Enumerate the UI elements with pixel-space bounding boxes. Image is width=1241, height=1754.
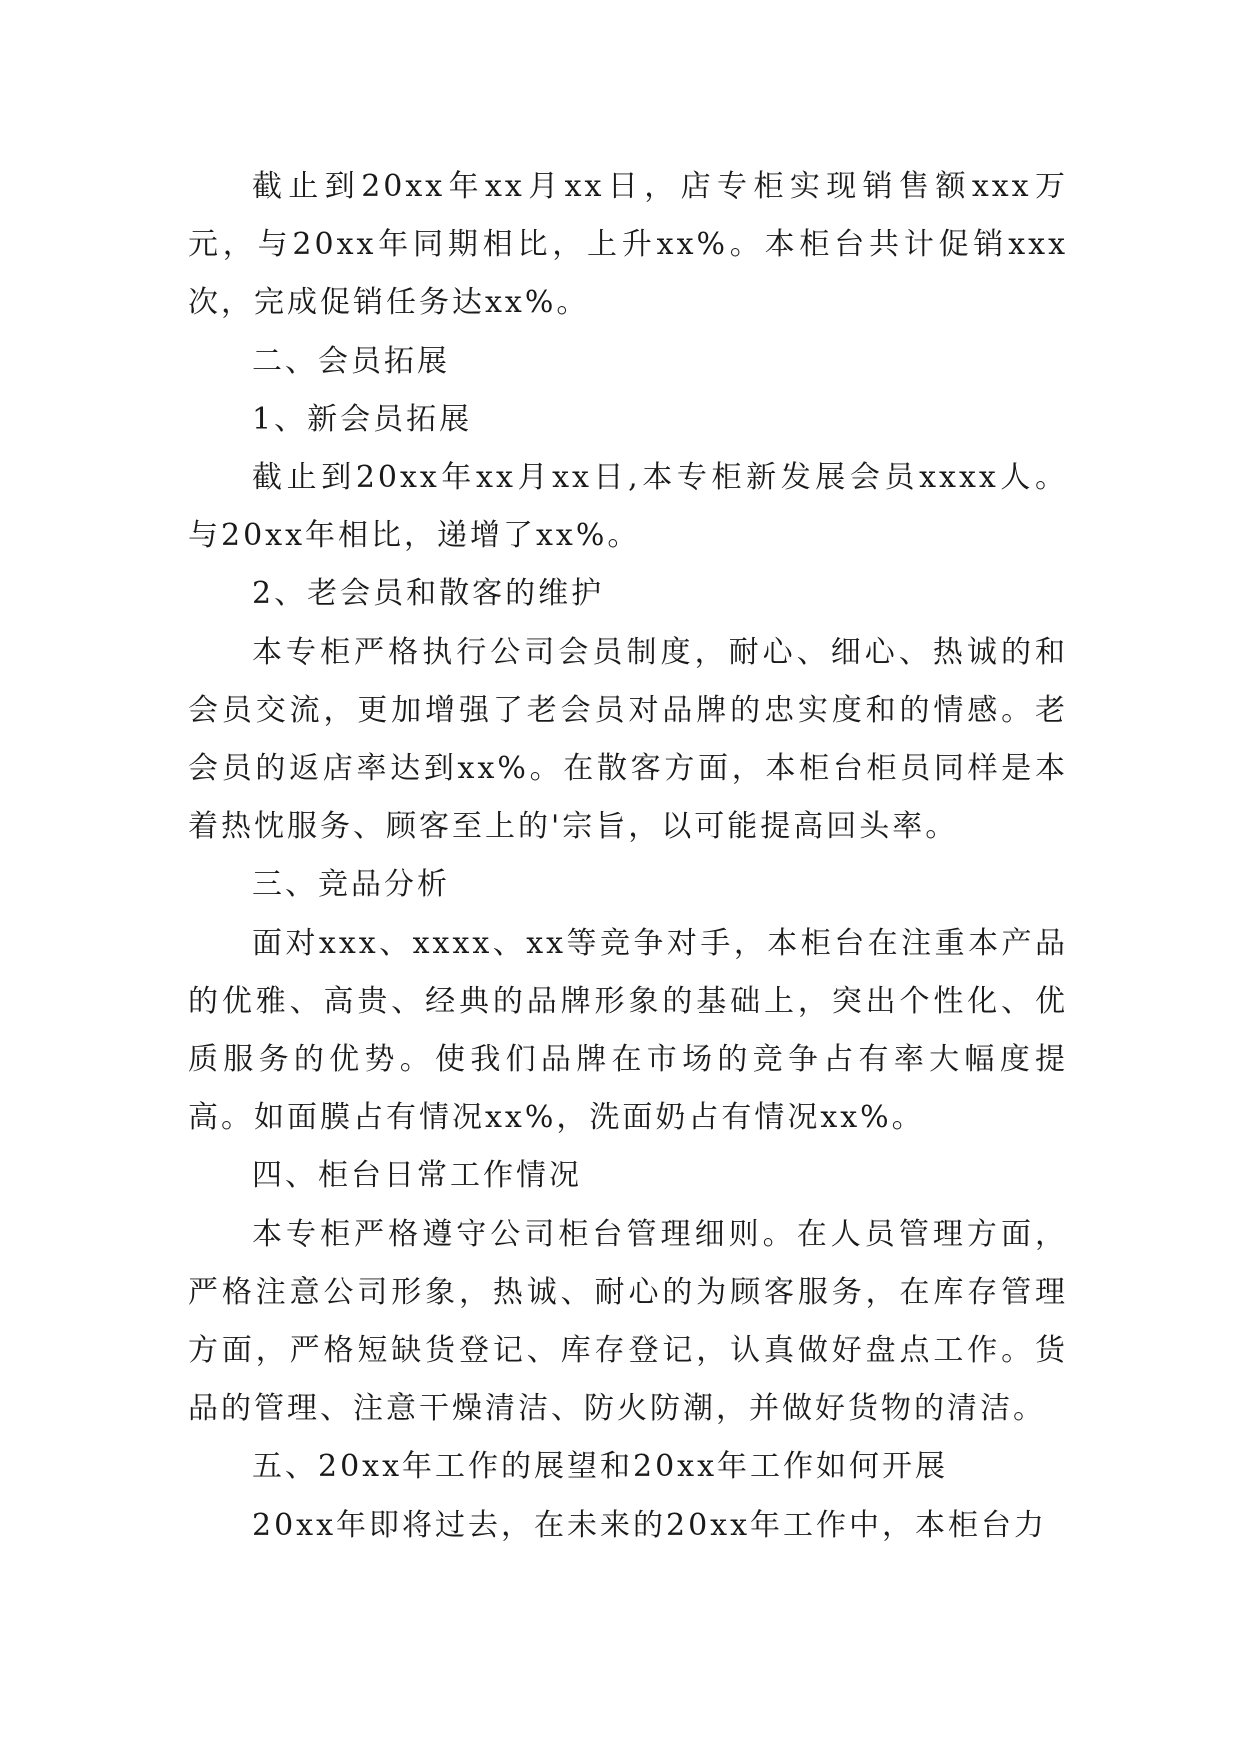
section-heading-member-expansion: 二、会员拓展 [252,343,450,379]
paragraph-member-maintenance: 本专柜严格执行公司会员制度，耐心、细心、热诚的和会员交流，更加增强了老会员对品牌的忠实度和的情感。老会员的返店率达到xx%。在散客方面，本柜台柜员同样是本着热忱服务、顾客至上的'宗旨，以可能提高回头率。 [188,634,1068,845]
paragraph-daily-work: 本专柜严格遵守公司柜台管理细则。在人员管理方面，严格注意公司形象，热诚、耐心的为顾客服务，在库存管理方面，严格短缺货登记、库存登记，认真做好盘点工作。货品的管理、注意干燥清洁、防火防潮，并做好货物的清洁。 [188,1216,1068,1427]
section-heading-daily-work: 四、柜台日常工作情况 [252,1158,582,1194]
document-body [188,158,1068,1555]
paragraph-new-members: 截止到20xx年xx月xx日,本专柜新发展会员xxxx人。与20xx年相比，递增了xx%。 [188,460,1068,554]
subsection-heading-member-maintenance: 2、老会员和散客的维护 [252,576,605,612]
paragraph-sales-summary: 截止到20xx年xx月xx日，店专柜实现销售额xxx万元，与20xx年同期相比，上升xx%。本柜台共计促销xxx次，完成促销任务达xx%。 [188,169,1068,321]
section-heading-competitor-analysis: 三、竞品分析 [252,867,450,903]
paragraph-outlook: 20xx年即将过去，在未来的20xx年工作中，本柜台力 [252,1507,1048,1543]
subsection-heading-new-members: 1、新会员拓展 [252,401,473,437]
section-heading-outlook: 五、20xx年工作的展望和20xx年工作如何开展 [252,1449,949,1485]
paragraph-competitor-analysis: 面对xxx、xxxx、xx等竞争对手，本柜台在注重本产品的优雅、高贵、经典的品牌形象的基础上，突出个性化、优质服务的优势。使我们品牌在市场的竞争占有率大幅度提高。如面膜占有情况xx%，洗面奶占有情况xx%。 [188,925,1068,1136]
